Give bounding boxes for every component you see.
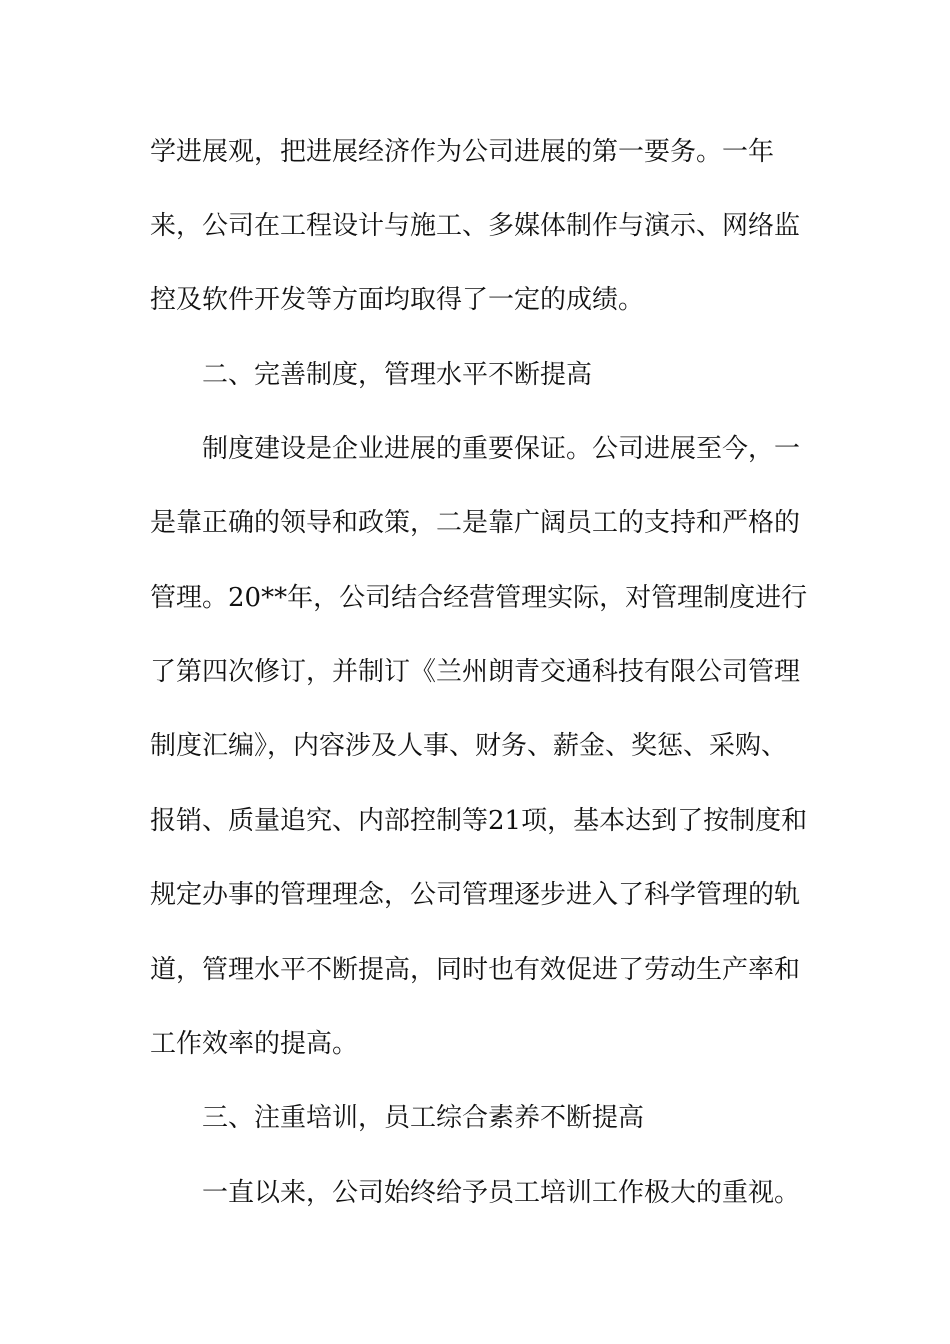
- paragraph-line-6: 是靠正确的领导和政策，二是靠广阔员工的支持和严格的: [150, 508, 801, 538]
- paragraph-line-10: 报销、质量追究、内部控制等21项，基本达到了按制度和: [150, 806, 808, 836]
- paragraph-line-15: 一直以来，公司始终给予员工培训工作极大的重视。: [202, 1178, 801, 1208]
- paragraph-line-8: 了第四次修订，并制订《兰州朗青交通科技有限公司管理: [150, 657, 801, 687]
- paragraph-line-5: 制度建设是企业进展的重要保证。公司进展至今，一: [202, 434, 801, 464]
- section-heading-2: 二、完善制度，管理水平不断提高: [202, 360, 593, 390]
- paragraph-line-12: 道，管理水平不断提高，同时也有效促进了劳动生产率和: [150, 955, 801, 985]
- paragraph-line-3: 控及软件开发等方面均取得了一定的成绩。: [150, 285, 645, 315]
- section-heading-3: 三、注重培训，员工综合素养不断提高: [202, 1103, 645, 1133]
- paragraph-line-1: 学进展观，把进展经济作为公司进展的第一要务。一年: [150, 137, 775, 167]
- paragraph-line-13: 工作效率的提高。: [150, 1029, 359, 1059]
- paragraph-line-2: 来，公司在工程设计与施工、多媒体制作与演示、网络监: [150, 211, 801, 241]
- paragraph-line-7: 管理。20**年，公司结合经营管理实际，对管理制度进行: [150, 583, 808, 613]
- paragraph-line-9: 制度汇编》，内容涉及人事、财务、薪金、奖惩、采购、: [150, 731, 788, 761]
- paragraph-line-11: 规定办事的管理理念，公司管理逐步进入了科学管理的轨: [150, 880, 801, 910]
